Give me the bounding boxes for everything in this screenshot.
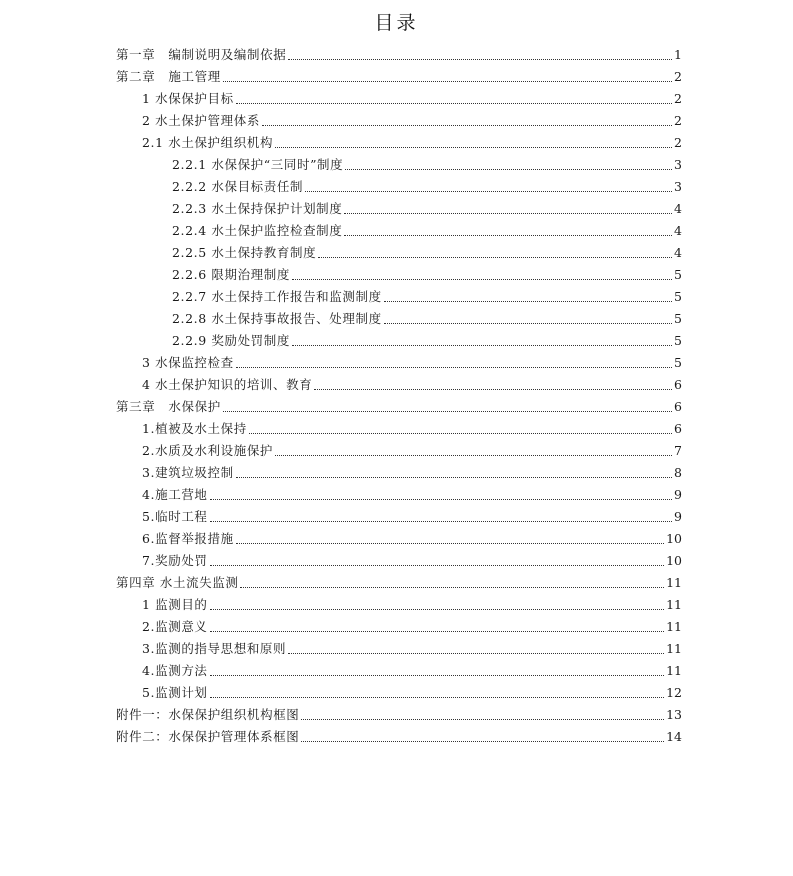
- toc-entry-page-number: 9: [674, 509, 682, 524]
- toc-entry-label: 2.2.7 水土保持工作报告和监测制度: [172, 289, 382, 304]
- dot-leader: [275, 147, 672, 148]
- toc-entry-page-number: 9: [674, 487, 682, 502]
- dot-leader: [210, 521, 673, 522]
- toc-entry[interactable]: [116, 506, 682, 528]
- toc-entry-page-number: 5: [674, 311, 682, 326]
- toc-entry[interactable]: [116, 352, 682, 374]
- dot-leader: [345, 169, 672, 170]
- dot-leader: [344, 213, 672, 214]
- toc-entry[interactable]: [116, 594, 682, 616]
- toc-entry[interactable]: [116, 418, 682, 440]
- toc-entry[interactable]: [116, 286, 682, 308]
- toc-entry-label: 第一章 编制说明及编制依据: [116, 47, 287, 62]
- toc-entry[interactable]: [116, 682, 682, 704]
- toc-entry-page-number: 6: [674, 377, 682, 392]
- toc-entry-page-number: 2: [674, 113, 682, 128]
- dot-leader: [288, 59, 672, 60]
- toc-entry[interactable]: [116, 88, 682, 110]
- dot-leader: [240, 587, 664, 588]
- toc-entry-label: 2.2.9 奖励处罚制度: [172, 333, 290, 348]
- toc-entry[interactable]: [116, 726, 682, 748]
- dot-leader: [292, 345, 672, 346]
- toc-entry-page-number: 2: [674, 91, 682, 106]
- dot-leader: [210, 499, 673, 500]
- dot-leader: [210, 565, 665, 566]
- toc-entry-label: 第三章 水保保护: [116, 399, 221, 414]
- toc-entry[interactable]: [116, 528, 682, 550]
- toc-entry[interactable]: [116, 154, 682, 176]
- toc-entry-label: 第二章 施工管理: [116, 69, 221, 84]
- toc-entry-page-number: 11: [666, 619, 682, 634]
- toc-entry[interactable]: [116, 44, 682, 66]
- toc-entry-label: 2.监测意义: [142, 619, 208, 634]
- dot-leader: [314, 389, 672, 390]
- toc-entry-label: 2.1 水土保护组织机构: [142, 135, 274, 150]
- toc-entry-label: 4 水土保护知识的培训、教育: [142, 377, 313, 392]
- toc-entry[interactable]: [116, 176, 682, 198]
- toc-entry-page-number: 5: [674, 333, 682, 348]
- toc-entry-page-number: 2: [674, 69, 682, 84]
- toc-list: [116, 44, 682, 748]
- toc-title: 目录: [374, 12, 419, 34]
- toc-entry-label: 附件二：水保保护管理体系框图: [116, 729, 300, 744]
- dot-leader: [384, 301, 672, 302]
- toc-entry-label: 2.2.8 水土保持事故报告、处理制度: [172, 311, 382, 326]
- dot-leader: [262, 125, 672, 126]
- toc-entry[interactable]: [116, 374, 682, 396]
- toc-entry[interactable]: [116, 572, 682, 594]
- toc-entry[interactable]: [116, 484, 682, 506]
- dot-leader: [305, 191, 672, 192]
- toc-entry[interactable]: [116, 110, 682, 132]
- toc-entry-page-number: 5: [674, 355, 682, 370]
- dot-leader: [210, 697, 665, 698]
- toc-entry[interactable]: [116, 198, 682, 220]
- dot-leader: [210, 609, 665, 610]
- toc-entry-page-number: 3: [674, 179, 682, 194]
- toc-entry[interactable]: [116, 616, 682, 638]
- toc-entry-label: 2.2.6 限期治理制度: [172, 267, 290, 282]
- toc-entry[interactable]: [116, 330, 682, 352]
- dot-leader: [236, 543, 664, 544]
- dot-leader: [384, 323, 672, 324]
- toc-entry-page-number: 14: [666, 729, 682, 744]
- toc-entry-label: 2.2.3 水土保持保护计划制度: [172, 201, 343, 216]
- toc-entry-page-number: 10: [666, 553, 682, 568]
- toc-entry-label: 7.奖励处罚: [142, 553, 208, 568]
- toc-entry-label: 4.施工营地: [142, 487, 208, 502]
- toc-entry-page-number: 4: [674, 223, 682, 238]
- toc-entry[interactable]: [116, 462, 682, 484]
- dot-leader: [301, 741, 664, 742]
- toc-entry-label: 4.监测方法: [142, 663, 208, 678]
- toc-entry-label: 2.2.1 水保保护“三同时”制度: [172, 157, 344, 172]
- toc-entry-label: 2.水质及水利设施保护: [142, 443, 274, 458]
- toc-entry-page-number: 4: [674, 245, 682, 260]
- toc-entry-label: 6.监督举报措施: [142, 531, 234, 546]
- toc-entry[interactable]: [116, 660, 682, 682]
- toc-entry[interactable]: [116, 440, 682, 462]
- toc-entry-label: 5.临时工程: [142, 509, 208, 524]
- dot-leader: [344, 235, 672, 236]
- dot-leader: [292, 279, 672, 280]
- toc-entry-page-number: 4: [674, 201, 682, 216]
- toc-entry-label: 第四章 水土流失监测: [116, 575, 239, 590]
- toc-entry[interactable]: [116, 308, 682, 330]
- toc-entry-label: 3.监测的指导思想和原则: [142, 641, 287, 656]
- toc-entry[interactable]: [116, 66, 682, 88]
- toc-entry[interactable]: [116, 242, 682, 264]
- toc-entry-label: 2 水土保护管理体系: [142, 113, 260, 128]
- toc-entry[interactable]: [116, 704, 682, 726]
- toc-entry-page-number: 11: [666, 575, 682, 590]
- toc-entry-label: 附件一：水保保护组织机构框图: [116, 707, 300, 722]
- toc-entry-label: 2.2.5 水土保持教育制度: [172, 245, 317, 260]
- toc-entry-page-number: 13: [666, 707, 682, 722]
- toc-entry-label: 2.2.4 水土保护监控检查制度: [172, 223, 343, 238]
- toc-entry-page-number: 10: [666, 531, 682, 546]
- toc-entry-page-number: 12: [666, 685, 682, 700]
- dot-leader: [223, 411, 672, 412]
- toc-entry[interactable]: [116, 264, 682, 286]
- toc-entry-label: 3.建筑垃圾控制: [142, 465, 234, 480]
- toc-entry-page-number: 2: [674, 135, 682, 150]
- toc-entry-label: 3 水保监控检查: [142, 355, 234, 370]
- toc-entry[interactable]: [116, 550, 682, 572]
- toc-entry-page-number: 8: [674, 465, 682, 480]
- toc-entry[interactable]: [116, 132, 682, 154]
- toc-entry-page-number: 1: [674, 47, 682, 62]
- toc-entry-label: 1.植被及水土保持: [142, 421, 247, 436]
- dot-leader: [236, 103, 672, 104]
- dot-leader: [249, 433, 672, 434]
- toc-entry[interactable]: [116, 638, 682, 660]
- dot-leader: [210, 675, 665, 676]
- toc-entry-label: 2.2.2 水保目标责任制: [172, 179, 304, 194]
- dot-leader: [288, 653, 664, 654]
- dot-leader: [223, 81, 672, 82]
- toc-entry-label: 1 监测目的: [142, 597, 208, 612]
- dot-leader: [210, 631, 665, 632]
- dot-leader: [236, 477, 672, 478]
- toc-entry-page-number: 5: [674, 267, 682, 282]
- toc-entry-page-number: 6: [674, 421, 682, 436]
- toc-entry-page-number: 7: [674, 443, 682, 458]
- toc-entry-page-number: 11: [666, 663, 682, 678]
- dot-leader: [301, 719, 664, 720]
- toc-entry-page-number: 11: [666, 597, 682, 612]
- toc-entry-page-number: 5: [674, 289, 682, 304]
- dot-leader: [236, 367, 672, 368]
- toc-entry[interactable]: [116, 396, 682, 418]
- dot-leader: [318, 257, 672, 258]
- toc-entry-page-number: 11: [666, 641, 682, 656]
- toc-entry-page-number: 3: [674, 157, 682, 172]
- toc-entry-page-number: 6: [674, 399, 682, 414]
- toc-entry[interactable]: [116, 220, 682, 242]
- toc-entry-label: 1 水保保护目标: [142, 91, 234, 106]
- dot-leader: [275, 455, 672, 456]
- toc-entry-label: 5.监测计划: [142, 685, 208, 700]
